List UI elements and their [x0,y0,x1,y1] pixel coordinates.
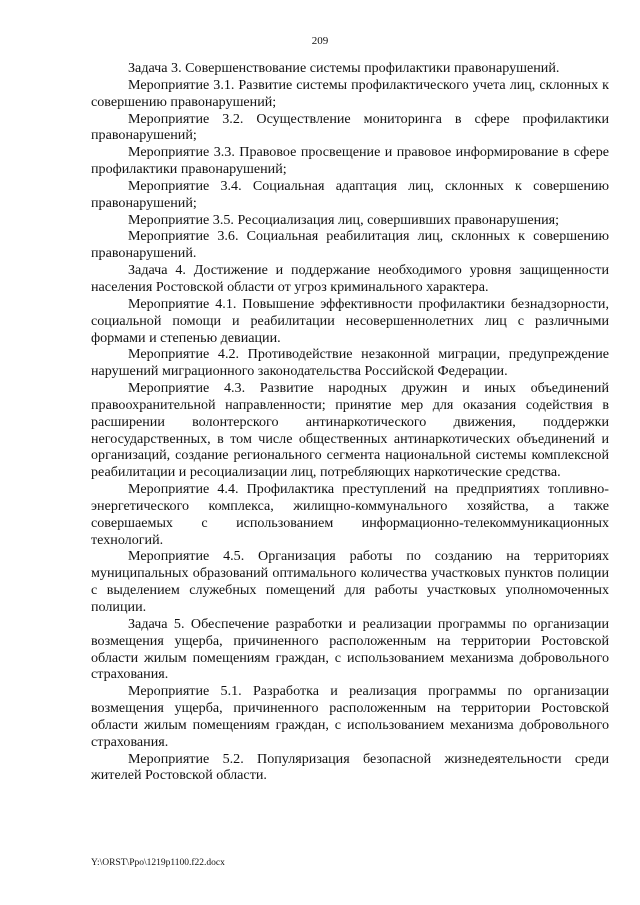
measure-4-1: Мероприятие 4.1. Повышение эффективности профилактики безнадзорности, социальной помощи и реабилитации несовершеннолетних лиц с различными формами и степенью девиации. [91,295,609,346]
measure-3-3: Мероприятие 3.3. Правовое просвещение и правовое информирование в сфере профилактики правонарушений; [91,144,609,178]
task-3-heading: Задача 3. Совершенствование системы профилактики правонарушений. [128,60,560,76]
task-5-heading: Задача 5. Обеспечение разработки и реализации программы по организации возмещения ущерба, причиненного расположенным на территории Ростовской области жилым помещениям граждан, с использованием механизма добровольного страхования. [91,615,609,683]
measure-3-4: Мероприятие 3.4. Социальная адаптация лиц, склонных к совершению правонарушений; [91,177,609,211]
footer-file-path: Y:\ORST\Ppo\1219p1100.f22.docx [91,858,225,868]
measure-4-5: Мероприятие 4.5. Организация работы по созданию на территориях муниципальных образований оптимального количества участковых пунктов полиции с выделением служебных помещений для работы участковых уполномоченных полиции. [91,548,609,615]
measure-3-1: Мероприятие 3.1. Развитие системы профилактического учета лиц, склонных к совершению правонарушений; [91,76,609,110]
page-number: 209 [311,35,329,47]
document-body [91,60,609,784]
measure-4-2: Мероприятие 4.2. Противодействие незаконной миграции, предупреждение нарушений миграционного законодательства Российской Федерации. [91,346,609,380]
task-4-heading: Задача 4. Достижение и поддержание необходимого уровня защищенности населения Ростовской области от угроз криминального характера. [91,262,609,295]
measure-3-5: Мероприятие 3.5. Ресоциализация лиц, совершивших правонарушения; [128,211,560,228]
measure-3-6: Мероприятие 3.6. Социальная реабилитация лиц, склонных к совершению правонарушений. [91,228,609,262]
measure-4-3: Мероприятие 4.3. Развитие народных дружин и иных объединений правоохранительной направленности; принятие мер для оказания содействия в расширении волонтерского антинаркотического движения, поддержки негосударственных, в том числе общественных антинаркотических объединений и организаций, создание регионального сегмента национальной системы комплексной реабилитации и ресоциализации лиц, потребляющих наркотические средства. [91,380,609,481]
measure-5-1: Мероприятие 5.1. Разработка и реализация программы по организации возмещения ущерба, причиненного расположенным на территории Ростовской области жилым помещениям граждан, с использованием механизма добровольного страхования. [91,683,609,750]
measure-3-2: Мероприятие 3.2. Осуществление мониторинга в сфере профилактики правонарушений; [91,110,609,144]
measure-4-4: Мероприятие 4.4. Профилактика преступлений на предприятиях топливно-энергетического комплекса, жилищно-коммунального хозяйства, а также совершаемых с использованием информационно-телекоммуникационных технологий. [91,481,609,548]
measure-5-2: Мероприятие 5.2. Популяризация безопасной жизнедеятельности среди жителей Ростовской области. [91,750,609,784]
